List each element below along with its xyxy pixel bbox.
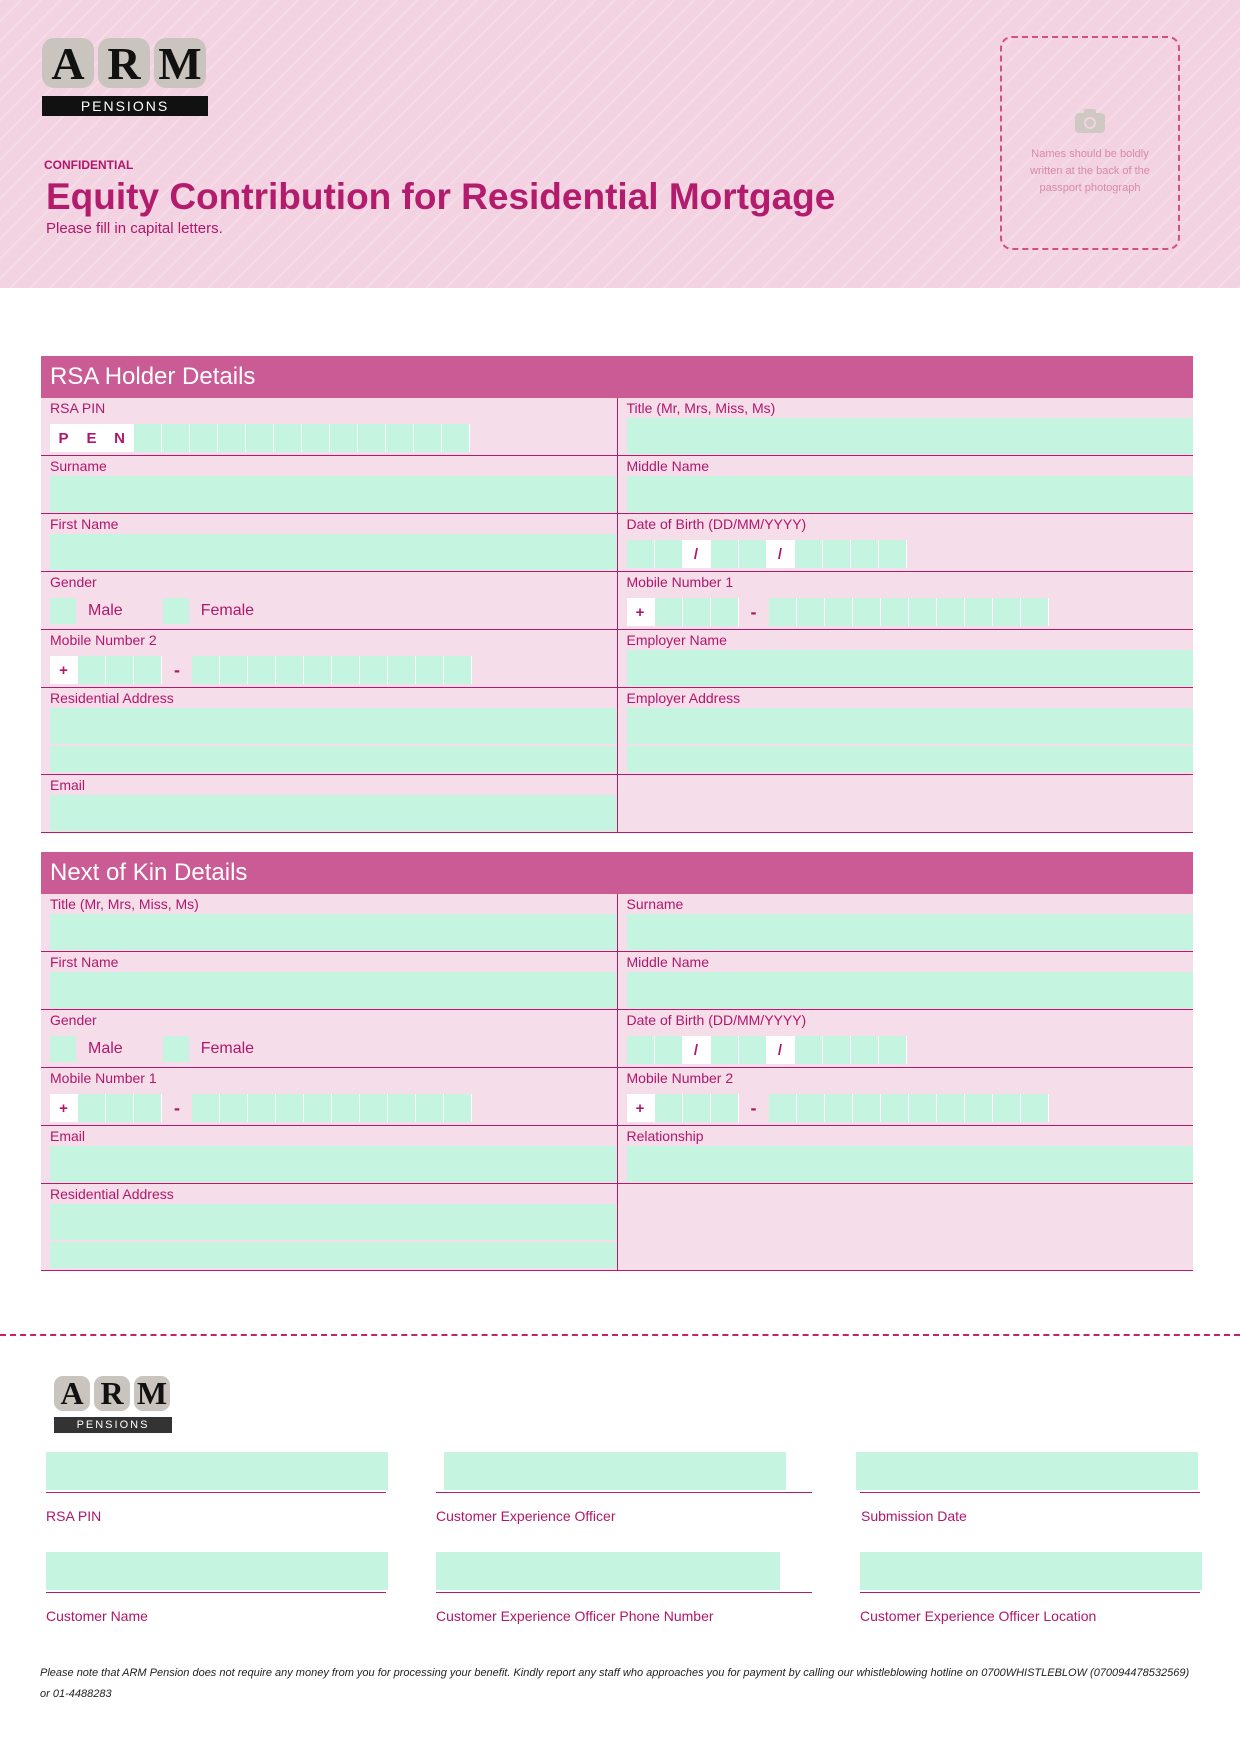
kin-female-checkbox[interactable] — [163, 1036, 189, 1062]
rsa-pin-boxes[interactable]: P E N — [50, 424, 470, 452]
male-checkbox[interactable] — [50, 598, 76, 624]
kin-relationship-field[interactable] — [627, 1146, 1194, 1182]
slip-ceo-phone: Customer Experience Officer Phone Number — [436, 1552, 812, 1624]
passport-photo-box[interactable] — [1000, 36, 1180, 250]
slip-ceo-field[interactable] — [444, 1452, 786, 1490]
next-of-kin-section: Next of Kin Details Title (Mr, Mrs, Miss, Ms) Surname First Name Middle Name Gender Male Female Date of Birth (DD/MM/YYYY) / / Mobile Number 1 + - Mobile Number 2 + - Email Relationship Residential Address — [41, 852, 1193, 1271]
slip-customer-name-field[interactable] — [46, 1552, 388, 1590]
slip-submission-date: Submission Date — [856, 1452, 1200, 1524]
middle-name-field[interactable] — [627, 476, 1194, 512]
kin-middle-name-field[interactable] — [627, 972, 1194, 1008]
header-band — [0, 0, 1240, 288]
title-field[interactable] — [627, 418, 1194, 454]
employer-name-field[interactable] — [627, 650, 1194, 686]
slip-ceo-location-field[interactable] — [860, 1552, 1202, 1590]
surname-field[interactable] — [50, 476, 617, 512]
page-title: Equity Contribution for Residential Mortgage — [46, 176, 836, 217]
slip-ceo-location: Customer Experience Officer Location — [860, 1552, 1202, 1624]
slip-ceo: Customer Experience Officer — [436, 1452, 812, 1524]
residential-address-line-2[interactable] — [50, 746, 617, 772]
slip-customer-name: Customer Name — [46, 1552, 388, 1624]
kin-mobile-number-2-field[interactable]: + - — [627, 1094, 1049, 1122]
kin-mobile-number-1-field[interactable]: + - — [50, 1094, 472, 1122]
employer-address-line-2[interactable] — [627, 746, 1194, 772]
first-name-field[interactable] — [50, 534, 617, 570]
kin-address-line-1[interactable] — [50, 1204, 617, 1240]
slip-rsa-pin-field[interactable] — [46, 1452, 388, 1490]
slip-ceo-phone-field[interactable] — [436, 1552, 780, 1590]
kin-first-name-field[interactable] — [50, 972, 617, 1008]
section-heading: Next of Kin Details — [41, 852, 1193, 894]
kin-surname-field[interactable] — [627, 914, 1194, 950]
employer-address-line-1[interactable] — [627, 708, 1194, 744]
arm-pensions-logo: A R M PENSIONS — [42, 38, 208, 116]
residential-address-line-1[interactable] — [50, 708, 617, 744]
slip-rsa-pin: RSA PIN — [46, 1452, 388, 1524]
confidential-label: CONFIDENTIAL — [44, 158, 134, 172]
dob-field[interactable]: / / — [627, 540, 907, 568]
rsa-holder-section: RSA Holder Details RSA PIN P E N Title (Mr, Mrs, Miss, Ms) Surname Middle Name First Name Date of Birth (DD/MM/YYYY) / / Gender Male Female Mobile Number 1 + - Mobile Number 2 + - Employer Name Residential Address Employer Address Email — [41, 356, 1193, 833]
mobile-number-2-field[interactable]: + - — [50, 656, 472, 684]
photo-note: Names should be boldly written at the back of the passport photograph — [1030, 148, 1150, 194]
kin-title-field[interactable] — [50, 914, 617, 950]
kin-address-line-2[interactable] — [50, 1242, 617, 1268]
arm-pensions-logo-small: A R M PENSIONS — [54, 1376, 172, 1433]
whistleblowing-note: Please note that ARM Pension does not require any money from you for processing your benefit. Kindly report any staff who approaches you for payment by calling our whistleblowing hotline on 0700WHISTLEBLOW (070094478532569) or 01-4488283 — [40, 1667, 1190, 1700]
cut-line — [0, 1334, 1240, 1336]
section-heading: RSA Holder Details — [41, 356, 1193, 398]
email-field[interactable] — [50, 795, 617, 831]
title-cell: Title (Mr, Mrs, Miss, Ms) — [617, 398, 1194, 455]
kin-male-checkbox[interactable] — [50, 1036, 76, 1062]
kin-dob-field[interactable]: / / — [627, 1036, 907, 1064]
kin-email-field[interactable] — [50, 1146, 617, 1182]
camera-icon — [1074, 108, 1106, 134]
page-subtitle: Please fill in capital letters. — [46, 220, 223, 237]
rsa-pin-cell: RSA PIN P E N — [41, 398, 617, 455]
slip-submission-date-field[interactable] — [856, 1452, 1198, 1490]
mobile-number-1-field[interactable]: + - — [627, 598, 1049, 626]
female-checkbox[interactable] — [163, 598, 189, 624]
